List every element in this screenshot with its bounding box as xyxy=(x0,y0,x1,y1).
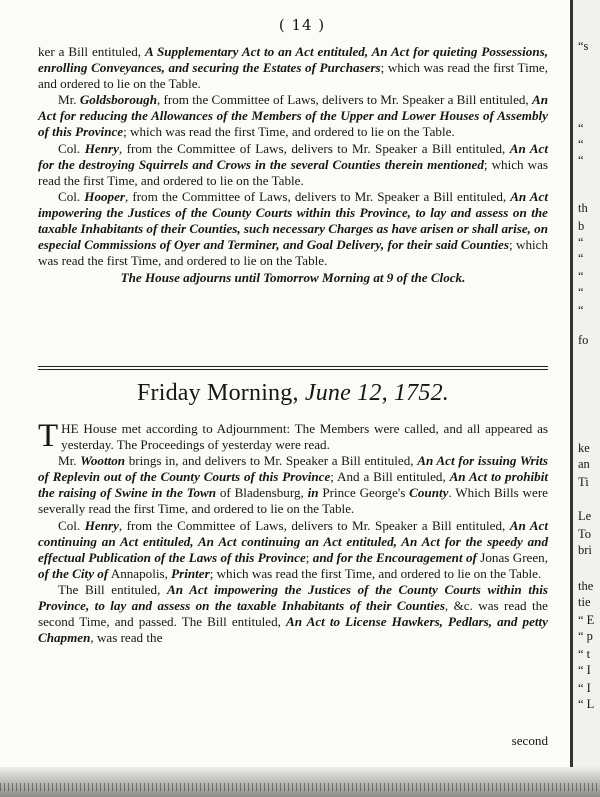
fragment: “ p xyxy=(578,629,593,643)
fragment: “ xyxy=(578,121,584,135)
fragment: “ E xyxy=(578,613,595,627)
fragment: “ t xyxy=(578,647,591,661)
fragment: ke xyxy=(578,441,590,455)
fragment: “ xyxy=(578,269,584,283)
fragment: an xyxy=(578,457,590,471)
bill-title: An Act for the destroying Squirrels and Crows in the several Counties therein mentioned xyxy=(38,140,548,172)
gutter-shadow xyxy=(570,0,573,797)
bill-title: A Supplementary Act to an Act entituled, An Act for quieting Possessions, enrolling Conveyances, and securing the Estates of Purchasers xyxy=(38,44,548,76)
text: ; And a Bill entituled, xyxy=(330,469,450,485)
member-name: Goldsborough xyxy=(79,92,157,108)
fragment: “ xyxy=(578,137,584,151)
bill-title: An Act impowering the Justices of the County Courts within this Province, to lay and assess on the taxable Inhabitants of their Counties, such necessary Charges as have arisen or shall arise, on especial Commissions of Oyer and Terminer, and Goal Delivery, for their said Counties xyxy=(38,188,549,253)
fragment: Ti xyxy=(578,475,589,489)
text: ker a Bill entituled, xyxy=(38,44,146,59)
text: ; xyxy=(305,549,313,565)
text: , was read the xyxy=(90,630,163,646)
fragment: b xyxy=(578,219,585,233)
text: , from the Committee of Laws, delivers to Mr. Speaker a Bill entituled, xyxy=(118,517,510,533)
fragment: To xyxy=(578,527,592,541)
bill-title: An Act impowering the Justices of the County Courts within this Province, to lay and assess on the taxable Inhabitants of their Counties xyxy=(38,581,548,614)
text-italic: of the City of xyxy=(38,565,109,581)
text: ; which was read the first Time, and ordered to lie on the Table. xyxy=(209,565,542,581)
adjournment-line xyxy=(38,270,548,286)
bill-title: An Act continuing an Act entituled, An Act continuing an Act entituled, An Act for the speedy and effectual Publication of the Laws of this Province xyxy=(38,517,548,565)
fragment: “ xyxy=(578,235,584,249)
fragment: “ I xyxy=(578,681,591,695)
paragraph-henry-squirrels xyxy=(38,141,548,189)
text-italic: and for the Encouragement of xyxy=(312,549,477,565)
text: , from the Committee of Laws, delivers to Mr. Speaker a Bill entituled, xyxy=(118,140,510,156)
adjournment-text: The House adjourns until Tomorrow Morning at 9 of the Clock. xyxy=(120,270,466,286)
friday-proceedings xyxy=(38,418,549,646)
page-number: ( 14 ) xyxy=(278,16,326,34)
bill-title: An Act to License Hawkers, Pedlars, and petty Chapmen xyxy=(38,614,548,646)
text: ; which was read the first Time, and ordered to lie on the Table. xyxy=(38,237,548,269)
place-name: Annapolis, xyxy=(108,565,172,581)
text: . Which Bills were severally read the first Time, and ordered to lie on the Table. xyxy=(38,485,548,517)
member-name: Wootton xyxy=(80,453,126,469)
bill-title: An Act for issuing Writs of Replevin out of the County Courts of this Province xyxy=(38,453,549,485)
fragment: “ xyxy=(578,285,584,299)
fragment: “ I xyxy=(578,663,591,677)
text: ; which was read the first Time, and ordered to lie on the Table. xyxy=(123,124,455,140)
fragment: bri xyxy=(578,543,592,557)
text: HE House met according to Adjournment: The Members were called, and all appeared as yesterday. The Proceedings of yesterday were read. xyxy=(61,421,548,453)
fragment: “ xyxy=(578,303,584,317)
paragraph-goldsborough xyxy=(38,92,548,140)
member-name: Henry xyxy=(84,517,119,533)
adjacent-page-edge xyxy=(570,0,600,797)
text: ; which was read the first Time, and ordered to lie on the Table. xyxy=(38,60,548,92)
text: , &c. was read the second Time, and passed. The Bill entituled, xyxy=(38,598,548,630)
paragraph-purchasers-bill xyxy=(38,44,548,92)
text: The Bill entituled, xyxy=(58,581,168,597)
fragment: “ xyxy=(578,251,584,265)
heading-day: Friday Morning, xyxy=(137,380,305,406)
member-name: Hooper xyxy=(84,188,125,204)
paragraph-second-reading xyxy=(38,582,548,646)
fragment: “ xyxy=(578,153,584,167)
fragment: the xyxy=(578,579,594,593)
fragment: “ L xyxy=(578,697,595,711)
text: , from the Committee of Laws, delivers to Mr. Speaker a Bill entituled, xyxy=(125,188,511,204)
paragraph-hooper xyxy=(38,189,548,269)
drop-cap: T xyxy=(38,418,59,454)
text: Mr. xyxy=(58,453,81,469)
member-name: Henry xyxy=(84,140,119,156)
fragment: th xyxy=(578,201,588,215)
person-name: Jonas Green, xyxy=(476,549,548,565)
fragment: fo xyxy=(578,333,589,347)
text-italic: County xyxy=(409,485,449,501)
text: Mr. xyxy=(58,92,80,108)
heading-date: June 12, 1752. xyxy=(304,380,449,406)
text: Prince George's xyxy=(318,485,410,501)
fragment: tie xyxy=(578,595,591,609)
continued-proceedings xyxy=(38,44,548,286)
bill-title: An Act for reducing the Allowances of the Members of the Upper and Lower Houses of Assembly of this Province xyxy=(38,92,548,140)
text: ; which was read the first Time, and ordered to lie on the Table. xyxy=(38,156,548,188)
text-italic: in xyxy=(307,485,319,501)
section-divider xyxy=(38,366,548,370)
text: brings in, and delivers to Mr. Speaker a Bill entituled, xyxy=(125,453,418,469)
scan-ruler-marks xyxy=(0,783,600,791)
catchword: second xyxy=(511,733,548,748)
text: of Bladensburg, xyxy=(216,485,308,501)
bill-title: An Act to prohibit the raising of Swine in the Town xyxy=(38,469,548,501)
paragraph-house-met xyxy=(38,418,548,454)
text: , from the Committee of Laws, delivers to Mr. Speaker a Bill entituled, xyxy=(156,92,532,108)
fragment: Le xyxy=(578,509,592,523)
date-heading xyxy=(38,380,548,407)
paragraph-henry-printer xyxy=(38,518,548,582)
fragment: “s xyxy=(578,39,589,53)
text: Col. xyxy=(58,140,85,156)
text: Col. xyxy=(58,188,85,204)
paragraph-wootton xyxy=(38,453,548,517)
text-italic: Printer xyxy=(171,565,210,581)
text: Col. xyxy=(58,517,85,533)
scan-bottom-edge xyxy=(0,767,600,797)
